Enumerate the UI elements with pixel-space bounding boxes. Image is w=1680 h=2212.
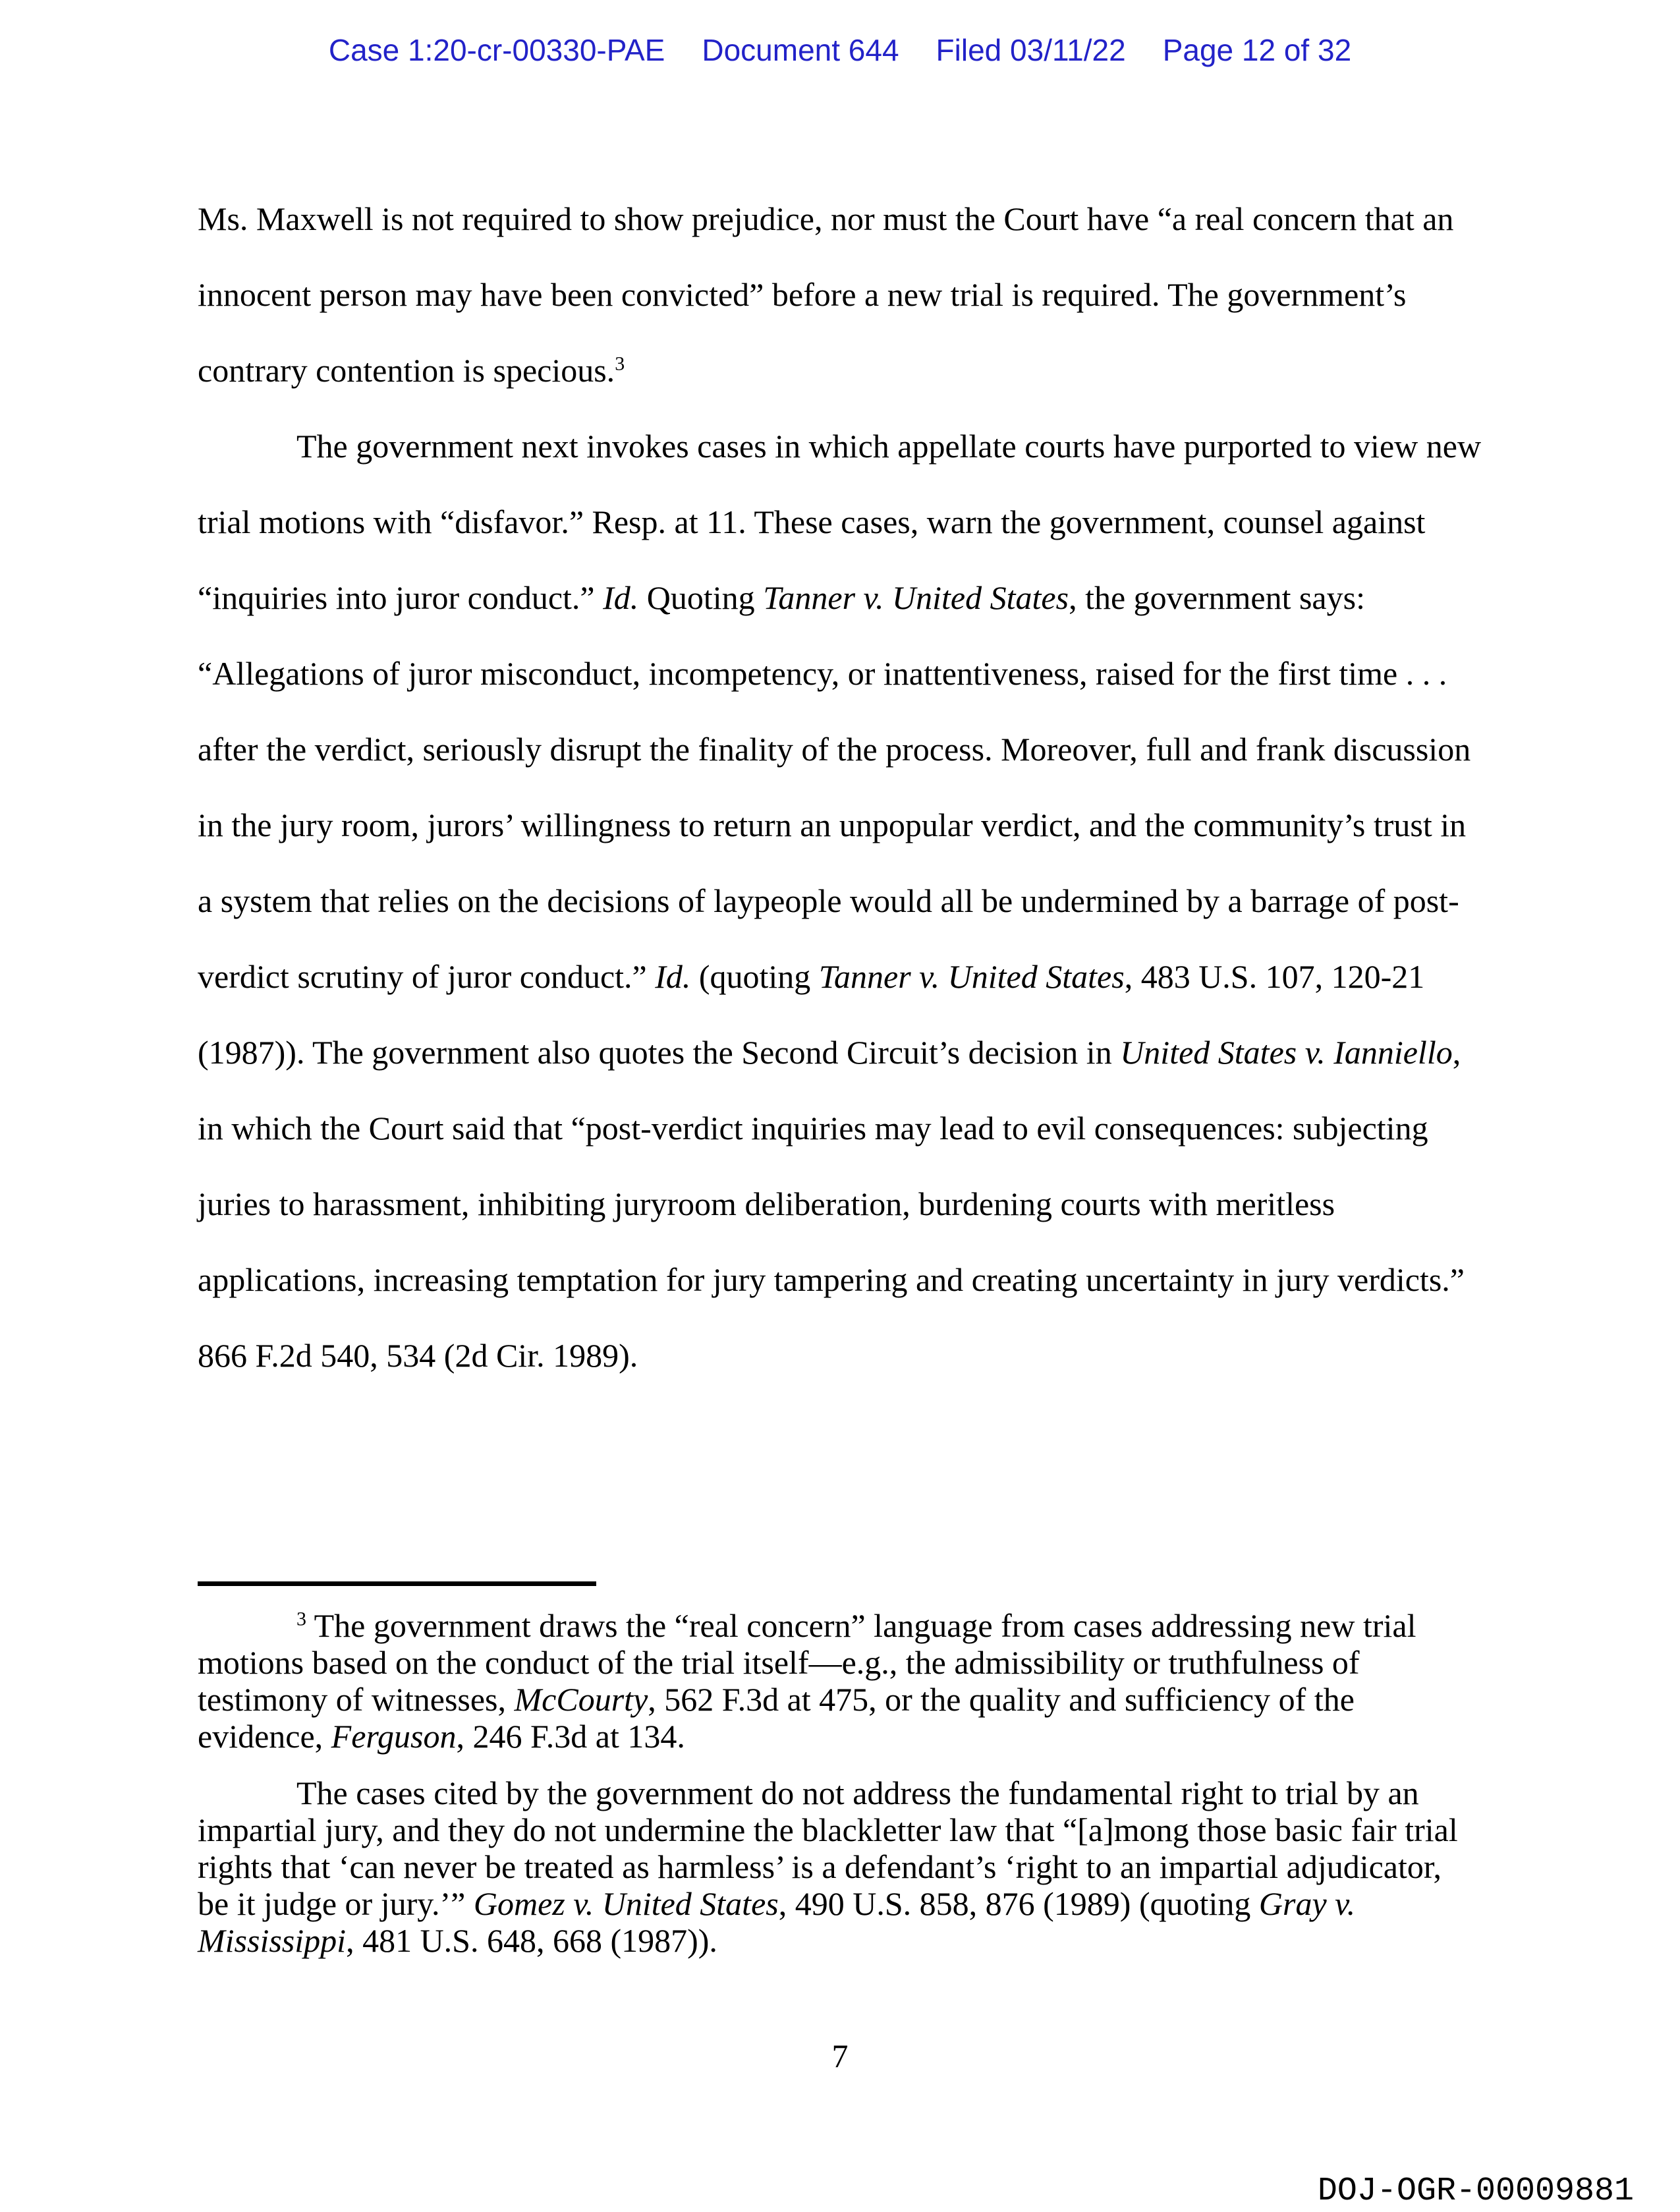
text-segment: The government next invokes cases in which appellate courts have purported to view new <box>296 428 1482 465</box>
text-line <box>198 1848 1489 1885</box>
text-line <box>198 1811 1489 1848</box>
text-line <box>198 636 1489 712</box>
text-line <box>198 1242 1489 1318</box>
text-segment: (1987)). The government also quotes the Second Circuit’s decision in <box>198 1034 1121 1071</box>
case-citation: Id. <box>655 958 691 995</box>
text-segment: “inquiries into juror conduct.” <box>198 579 603 616</box>
paragraph <box>198 409 1489 1394</box>
case-citation: Tanner v. United States <box>818 958 1125 995</box>
text-segment: verdict scrutiny of juror conduct.” <box>198 958 656 995</box>
text-segment: impartial jury, and they do not undermine the blackletter law that “[a]mong those basic fair trial <box>198 1811 1458 1848</box>
text-segment: in which the Court said that “post-verdict inquiries may lead to evil consequences: subjecting <box>198 1110 1428 1147</box>
text-line <box>198 1091 1489 1166</box>
case-citation: Id. <box>603 579 639 616</box>
text-line <box>198 1885 1489 1922</box>
text-line <box>198 1644 1489 1681</box>
footnote-block <box>198 1607 1489 1959</box>
page-number: 7 <box>831 2037 849 2074</box>
text-line <box>198 939 1489 1015</box>
text-segment: rights that ‘can never be treated as harmless’ is a defendant’s ‘right to an impartial adjudicator, <box>198 1848 1442 1885</box>
text-segment: , the government says: <box>1069 579 1365 616</box>
case-citation: Tanner v. United States <box>763 579 1069 616</box>
text-line <box>198 1318 1489 1394</box>
text-segment: juries to harassment, inhibiting juryroom deliberation, burdening courts with meritless <box>198 1185 1335 1222</box>
text-line <box>198 1166 1489 1242</box>
text-segment: innocent person may have been convicted” before a new trial is required. The government’s <box>198 276 1407 313</box>
text-line <box>198 560 1489 636</box>
paragraph <box>198 1607 1489 1755</box>
case-citation: United States v. Ianniello <box>1120 1034 1453 1071</box>
footnote-reference: 3 <box>296 1608 306 1630</box>
text-segment: , 483 U.S. 107, 120-21 <box>1124 958 1425 995</box>
case-citation: Mississippi <box>198 1922 347 1959</box>
text-line <box>198 409 1489 484</box>
ecf-stamp-header <box>0 33 1680 67</box>
case-citation: Ferguson <box>331 1718 457 1755</box>
paragraph <box>198 181 1489 409</box>
text-segment: , 562 F.3d at 475, or the quality and sufficiency of the <box>648 1681 1355 1718</box>
text-segment: be it judge or jury.’” <box>198 1885 474 1922</box>
text-line <box>198 1718 1489 1755</box>
text-line <box>198 333 1489 409</box>
ecf-stamp-segment: Filed 03/11/22 <box>936 33 1126 67</box>
text-segment: , 490 U.S. 858, 876 (1989) (quoting <box>778 1885 1259 1922</box>
text-line <box>198 863 1489 939</box>
text-line <box>198 1774 1489 1811</box>
text-segment: a system that relies on the decisions of laypeople would all be undermined by a barrage of post- <box>198 882 1459 919</box>
text-segment: “Allegations of juror misconduct, incompetency, or inattentiveness, raised for the first time . . . <box>198 655 1447 692</box>
footnote-reference: 3 <box>615 353 625 375</box>
text-line <box>198 1607 1489 1644</box>
text-line <box>198 257 1489 333</box>
text-segment: contrary contention is specious. <box>198 352 615 389</box>
text-segment: after the verdict, seriously disrupt the finality of the process. Moreover, full and frank discussion <box>198 731 1471 768</box>
text-segment: testimony of witnesses, <box>198 1681 515 1718</box>
case-citation: Gray v. <box>1258 1885 1356 1922</box>
case-citation: Gomez v. United States <box>473 1885 779 1922</box>
text-line <box>198 484 1489 560</box>
body-text <box>198 181 1489 1394</box>
text-segment: , 481 U.S. 648, 668 (1987)). <box>346 1922 717 1959</box>
text-segment: , <box>1452 1034 1461 1071</box>
text-segment: applications, increasing temptation for jury tampering and creating uncertainty in jury verdicts.” <box>198 1261 1465 1298</box>
text-segment: , 246 F.3d at 134. <box>456 1718 685 1755</box>
text-segment: The cases cited by the government do not address the fundamental right to trial by an <box>296 1774 1419 1811</box>
text-segment: trial motions with “disfavor.” Resp. at 11. These cases, warn the government, counsel against <box>198 503 1426 540</box>
text-segment: Quoting <box>638 579 764 616</box>
text-segment: in the jury room, jurors’ willingness to return an unpopular verdict, and the community’s trust in <box>198 807 1467 843</box>
text-segment: 866 F.2d 540, 534 (2d Cir. 1989). <box>198 1337 638 1374</box>
text-line <box>198 1015 1489 1091</box>
ecf-stamp-segment: Case 1:20-cr-00330-PAE <box>328 33 665 67</box>
ecf-stamp-segment: Document 644 <box>702 33 899 67</box>
case-citation: McCourty <box>514 1681 648 1718</box>
text-line <box>198 1681 1489 1718</box>
text-segment: (quoting <box>690 958 819 995</box>
text-segment: Ms. Maxwell is not required to show prejudice, nor must the Court have “a real concern that an <box>198 200 1454 237</box>
text-segment: evidence, <box>198 1718 331 1755</box>
text-line <box>198 787 1489 863</box>
text-line <box>198 712 1489 787</box>
text-line <box>198 181 1489 257</box>
text-line <box>198 1922 1489 1959</box>
text-segment: motions based on the conduct of the trial itself—e.g., the admissibility or truthfulness of <box>198 1644 1360 1681</box>
text-segment: The government draws the “real concern” language from cases addressing new trial <box>306 1607 1416 1644</box>
paragraph <box>198 1774 1489 1959</box>
bates-number: DOJ-OGR-00009881 <box>1317 2172 1634 2210</box>
ecf-stamp-segment: Page 12 of 32 <box>1162 33 1352 67</box>
footnote-separator <box>198 1581 596 1586</box>
